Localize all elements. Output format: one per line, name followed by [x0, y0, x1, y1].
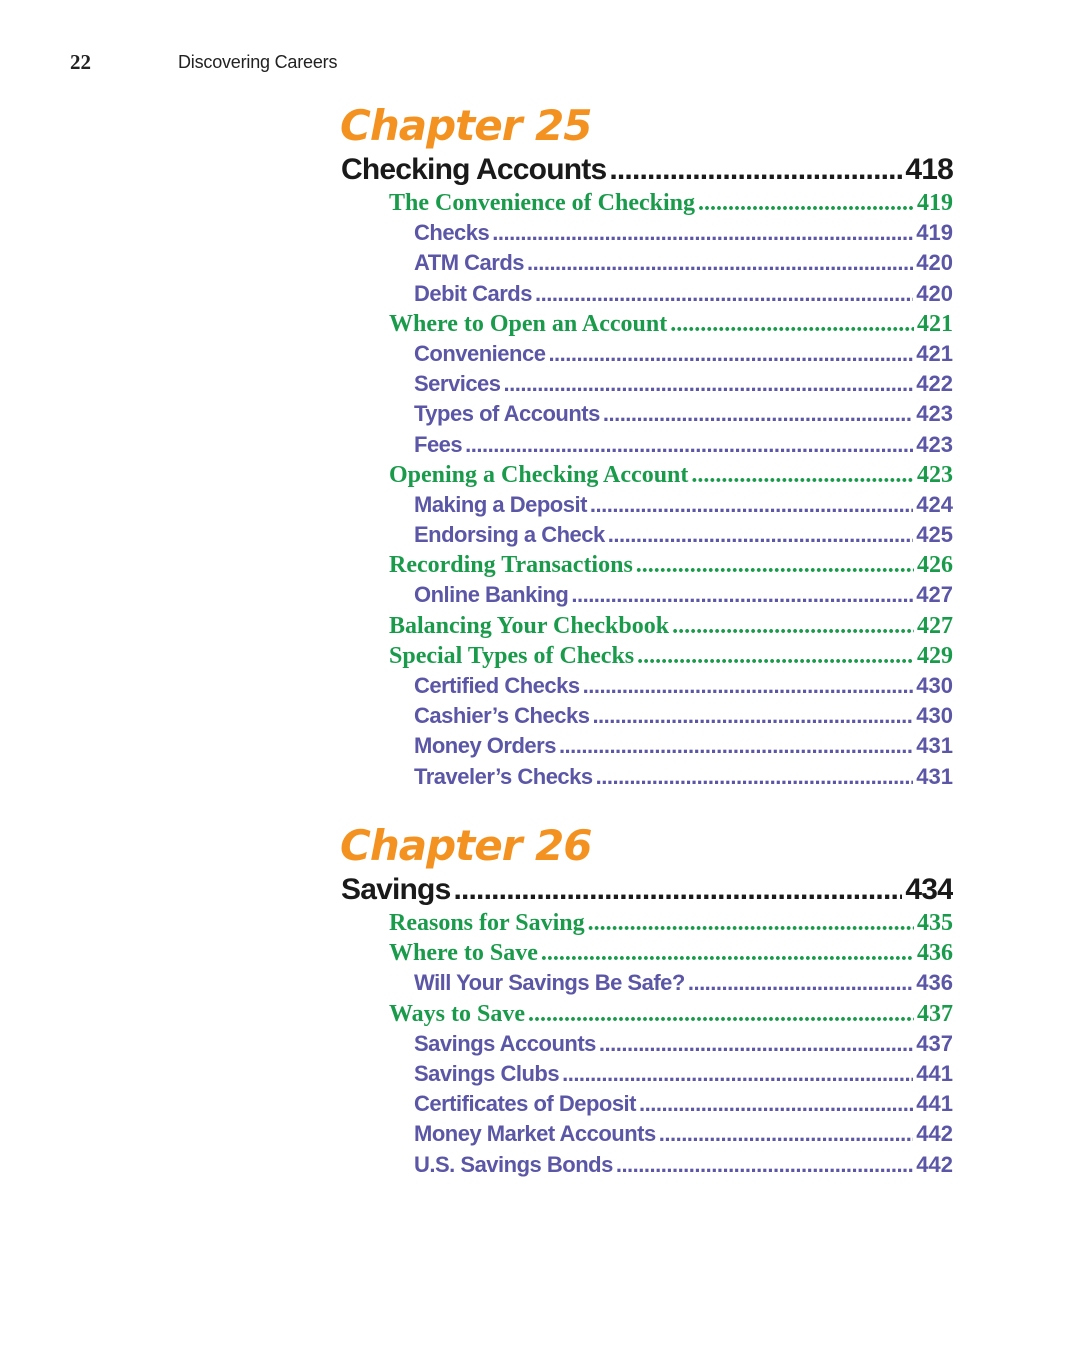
chapter-title: Checking Accounts	[341, 153, 607, 186]
toc-section-entry[interactable]	[389, 188, 953, 218]
toc-subsection-entry[interactable]	[414, 339, 953, 369]
dot-leader	[590, 490, 913, 520]
entry-title: Savings Accounts	[414, 1030, 596, 1056]
toc-entries	[341, 908, 953, 1180]
dot-leader	[688, 968, 913, 998]
toc-subsection-entry[interactable]	[414, 248, 953, 278]
dot-leader	[659, 1119, 914, 1149]
dot-leader	[609, 152, 902, 188]
toc-subsection-entry[interactable]	[414, 968, 953, 998]
entry-page-number: 425	[916, 522, 953, 548]
dot-leader	[608, 520, 914, 550]
entry-page-number: 441	[916, 1091, 953, 1117]
toc-section-entry[interactable]	[389, 938, 953, 968]
entry-page-number: 420	[916, 250, 953, 276]
dot-leader	[504, 369, 914, 399]
entry-page-number: 419	[917, 190, 953, 216]
dot-leader	[670, 309, 914, 339]
chapter-label: Chapter 26	[340, 821, 592, 870]
entry-page-number: 435	[917, 910, 953, 936]
chapter-label: Chapter 25	[340, 101, 592, 150]
toc-subsection-entry[interactable]	[414, 218, 953, 248]
entry-title: The Convenience of Checking	[389, 190, 695, 216]
entry-page-number: 430	[916, 703, 953, 729]
entry-title: Making a Deposit	[414, 491, 587, 517]
dot-leader	[639, 1089, 913, 1119]
entry-title: Certified Checks	[414, 673, 580, 698]
toc-section-entry[interactable]	[389, 999, 953, 1029]
toc-section-entry[interactable]	[389, 309, 953, 339]
entry-title: Special Types of Checks	[389, 642, 635, 669]
chapter-title-entry[interactable]	[341, 152, 953, 188]
toc-subsection-entry[interactable]	[414, 731, 953, 761]
entry-title: Cashier’s Checks	[414, 703, 590, 729]
dot-leader	[535, 279, 913, 309]
entry-page-number: 430	[916, 673, 953, 698]
entry-page-number: 420	[916, 280, 953, 306]
toc-section-entry[interactable]	[389, 460, 953, 490]
entry-title: Online Banking	[414, 582, 569, 608]
toc-subsection-entry[interactable]	[414, 1150, 953, 1180]
toc-subsection-entry[interactable]	[414, 762, 953, 792]
entry-page-number: 426	[917, 552, 953, 579]
toc-subsection-entry[interactable]	[414, 520, 953, 550]
dot-leader	[599, 1029, 913, 1059]
dot-leader	[637, 641, 914, 671]
dot-leader	[562, 1059, 913, 1089]
entry-page-number: 437	[916, 1030, 953, 1056]
toc-subsection-entry[interactable]	[414, 430, 953, 460]
entry-title: Opening a Checking Account	[389, 461, 689, 488]
toc-subsection-entry[interactable]	[414, 369, 953, 399]
dot-leader	[636, 550, 914, 580]
dot-leader	[541, 938, 914, 968]
dot-leader	[596, 762, 914, 792]
entry-page-number: 423	[917, 461, 953, 488]
dot-leader	[559, 731, 913, 761]
entry-page-number: 423	[916, 431, 953, 457]
entry-page-number: 437	[917, 1000, 953, 1027]
dot-leader	[672, 611, 914, 641]
toc-subsection-entry[interactable]	[414, 399, 953, 429]
dot-leader	[588, 908, 914, 938]
entry-title: Money Orders	[414, 733, 556, 759]
entry-title: Ways to Save	[389, 1000, 526, 1027]
entry-title: Checks	[414, 220, 490, 246]
dot-leader	[527, 248, 913, 278]
entry-title: Savings Clubs	[414, 1060, 560, 1086]
entry-title: Recording Transactions	[389, 552, 633, 579]
chapter-page-number: 434	[905, 873, 953, 906]
entry-title: Traveler’s Checks	[414, 763, 593, 789]
dot-leader	[583, 671, 914, 701]
entry-page-number: 436	[916, 970, 953, 996]
entry-title: Where to Save	[389, 940, 538, 967]
toc-subsection-entry[interactable]	[414, 671, 953, 701]
entry-page-number: 431	[916, 733, 953, 759]
entry-page-number: 441	[916, 1060, 953, 1086]
entry-page-number: 423	[916, 401, 953, 427]
dot-leader	[453, 872, 902, 908]
entry-title: U.S. Savings Bonds	[414, 1151, 613, 1177]
dot-leader	[465, 430, 913, 460]
entry-title: Services	[414, 371, 501, 397]
chapter-page-number: 418	[905, 153, 953, 186]
entry-page-number: 442	[916, 1121, 953, 1147]
toc-subsection-entry[interactable]	[414, 580, 953, 610]
toc-subsection-entry[interactable]	[414, 701, 953, 731]
chapter-26-section	[341, 820, 953, 1180]
entry-page-number: 422	[916, 371, 953, 397]
chapter-title-entry[interactable]	[341, 872, 953, 908]
toc-section-entry[interactable]	[389, 908, 953, 938]
dot-leader	[571, 580, 913, 610]
toc-section-entry[interactable]	[389, 550, 953, 580]
entry-title: Endorsing a Check	[414, 522, 605, 548]
entry-title: Where to Open an Account	[389, 310, 668, 337]
entry-title: Reasons for Saving	[389, 910, 585, 936]
entry-title: Money Market Accounts	[414, 1121, 656, 1147]
toc-section-entry[interactable]	[389, 611, 953, 641]
chapter-title: Savings	[341, 873, 451, 906]
entry-title: Debit Cards	[414, 280, 532, 306]
dot-leader	[616, 1150, 913, 1180]
entry-title: ATM Cards	[414, 250, 524, 276]
entry-page-number: 419	[916, 220, 953, 246]
entry-title: Convenience	[414, 340, 546, 366]
toc-section-entry[interactable]	[389, 641, 953, 671]
entry-page-number: 427	[917, 612, 953, 639]
entry-page-number: 431	[916, 763, 953, 789]
toc-subsection-entry[interactable]	[414, 490, 953, 520]
entry-title: Balancing Your Checkbook	[389, 612, 670, 639]
toc-subsection-entry[interactable]	[414, 1059, 953, 1089]
toc-entries	[341, 188, 953, 792]
dot-leader	[492, 218, 913, 248]
entry-page-number: 421	[916, 340, 953, 366]
page-number: 22	[70, 50, 91, 74]
entry-page-number: 429	[917, 642, 953, 669]
toc-subsection-entry[interactable]	[414, 279, 953, 309]
entry-title: Fees	[414, 431, 463, 457]
entry-title: Will Your Savings Be Safe?	[414, 970, 685, 996]
running-head: Discovering Careers	[178, 52, 338, 72]
dot-leader	[592, 701, 913, 731]
toc-subsection-entry[interactable]	[414, 1089, 953, 1119]
entry-page-number: 424	[916, 491, 953, 517]
entry-title: Certificates of Deposit	[414, 1091, 636, 1117]
entry-page-number: 421	[917, 310, 953, 337]
dot-leader	[691, 460, 914, 490]
entry-page-number: 427	[916, 582, 953, 608]
dot-leader	[698, 188, 914, 218]
toc-subsection-entry[interactable]	[414, 1119, 953, 1149]
entry-page-number: 436	[917, 940, 953, 967]
dot-leader	[528, 999, 914, 1029]
entry-page-number: 442	[916, 1151, 953, 1177]
dot-leader	[548, 339, 913, 369]
dot-leader	[603, 399, 913, 429]
toc-subsection-entry[interactable]	[414, 1029, 953, 1059]
entry-title: Types of Accounts	[414, 401, 600, 427]
chapter-25-section	[341, 100, 953, 792]
